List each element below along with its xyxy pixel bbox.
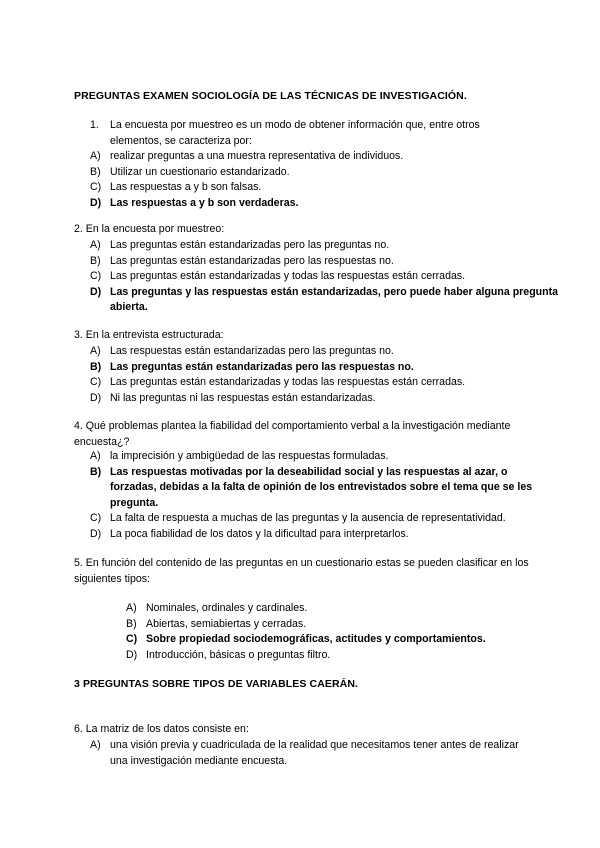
question-1-option-c[interactable] [90,180,560,196]
option-text: La falta de respuesta a muchas de las preguntas y la ausencia de representatividad. [110,512,506,524]
option-letter: A) [90,450,101,462]
option-letter: D) [126,648,138,661]
question-3-option-d[interactable] [90,391,560,407]
option-text: Las respuestas a y b son verdaderas. [110,196,299,209]
option-text: Las preguntas están estandarizadas pero las preguntas no. [110,239,390,251]
option-text: Las preguntas y las respuestas están estandarizadas, pero puede haber alguna pregunta abierta. [110,285,559,313]
question-6-options [90,738,530,769]
option-text: Ni las preguntas ni las respuestas están estandarizadas. [110,391,376,404]
option-text: Introducción, básicas o preguntas filtro. [146,648,331,661]
option-letter: B) [126,617,137,630]
option-letter: A) [90,150,101,162]
question-3-options [90,344,560,406]
option-letter: A) [126,602,137,614]
option-letter: D) [90,527,102,540]
question-1-options [90,149,560,211]
option-text: Las respuestas están estandarizadas pero las preguntas no. [110,345,394,357]
option-text: Las preguntas están estandarizadas pero las respuestas no. [110,254,394,267]
option-text: Utilizar un cuestionario estandarizado. [110,165,290,178]
question-2-option-a[interactable] [90,238,560,254]
question-2-option-b[interactable] [90,254,560,270]
question-5-option-d[interactable] [126,648,596,664]
question-1-option-d[interactable] [90,196,560,212]
question-1-option-b[interactable] [90,165,560,181]
question-3-option-b[interactable] [90,360,560,376]
option-text: La poca fiabilidad de los datos y la dificultad para interpretarlos. [110,527,409,540]
question-4-stem: 4. Qué problemas plantea la fiabilidad del comportamiento verbal a la investigación mediante encuesta¿? [74,420,511,448]
option-letter: A) [90,239,101,251]
question-1-text: La encuesta por muestreo es un modo de obtener información que, entre otros elementos, se caracteriza por: [110,119,480,147]
question-6-stem: 6. La matriz de los datos consiste en: [74,723,249,735]
option-text: Sobre propiedad sociodemográficas, actitudes y comportamientos. [146,633,486,645]
question-5-stem: 5. En función del contenido de las preguntas en un cuestionario estas se pueden clasificar en los siguientes tipos: [74,557,529,585]
question-5-option-b[interactable] [126,617,596,633]
question-1-stem [90,118,530,149]
question-4-options [90,449,560,542]
option-letter: B) [90,254,101,267]
option-letter: B) [90,165,101,178]
option-letter: D) [90,196,102,209]
option-letter: C) [90,376,102,388]
question-5-option-c[interactable] [126,632,596,648]
question-4-option-c[interactable] [90,511,560,527]
option-text: realizar preguntas a una muestra representativa de individuos. [110,150,404,162]
question-2-stem: 2. En la encuesta por muestreo: [74,223,225,235]
option-text: una visión previa y cuadriculada de la realidad que necesitamos tener antes de realizar una investigación mediante encuesta. [110,739,519,767]
question-5-option-a[interactable] [126,601,596,617]
question-4-option-b[interactable] [90,465,540,512]
question-2-option-d[interactable] [90,285,560,316]
option-letter: B) [90,465,102,478]
section-heading: 3 PREGUNTAS SOBRE TIPOS DE VARIABLES CAERÁN. [74,678,359,690]
question-4-option-a[interactable] [90,449,560,465]
option-letter: D) [90,285,102,298]
option-text: Las respuestas motivadas por la deseabilidad social y las respuestas al azar, o forzadas, debidas a la falta de opinión de los entrevistados sobre el tema que se les pregunta. [110,465,533,509]
question-2-options [90,238,560,316]
option-letter: C) [90,512,102,524]
option-letter: A) [90,739,101,751]
question-1-option-a[interactable] [90,149,560,165]
option-letter: C) [126,633,138,645]
question-3-stem: 3. En la entrevista estructurada: [74,329,224,341]
question-1-number: 1. [90,119,99,131]
option-text: Abiertas, semiabiertas y cerradas. [146,617,307,630]
option-text: Las preguntas están estandarizadas y todas las respuestas están cerradas. [110,270,466,282]
option-letter: C) [90,181,102,193]
option-letter: D) [90,391,102,404]
document-title: PREGUNTAS EXAMEN SOCIOLOGÍA DE LAS TÉCNICAS DE INVESTIGACIÓN. [74,90,467,102]
option-text: Las respuestas a y b son falsas. [110,181,262,193]
option-text: Nominales, ordinales y cardinales. [146,602,308,614]
question-4-option-d[interactable] [90,527,560,543]
question-3-option-a[interactable] [90,344,560,360]
option-text: la imprecisión y ambigüedad de las respuestas formuladas. [110,450,389,462]
option-letter: A) [90,345,101,357]
option-letter: B) [90,360,102,373]
option-text: Las preguntas están estandarizadas pero las respuestas no. [110,360,414,373]
option-letter: C) [90,270,102,282]
question-5-options [126,601,596,663]
question-3-option-c[interactable] [90,375,560,391]
option-text: Las preguntas están estandarizadas y todas las respuestas están cerradas. [110,376,466,388]
question-2-option-c[interactable] [90,269,560,285]
question-6-option-a[interactable] [90,738,530,769]
